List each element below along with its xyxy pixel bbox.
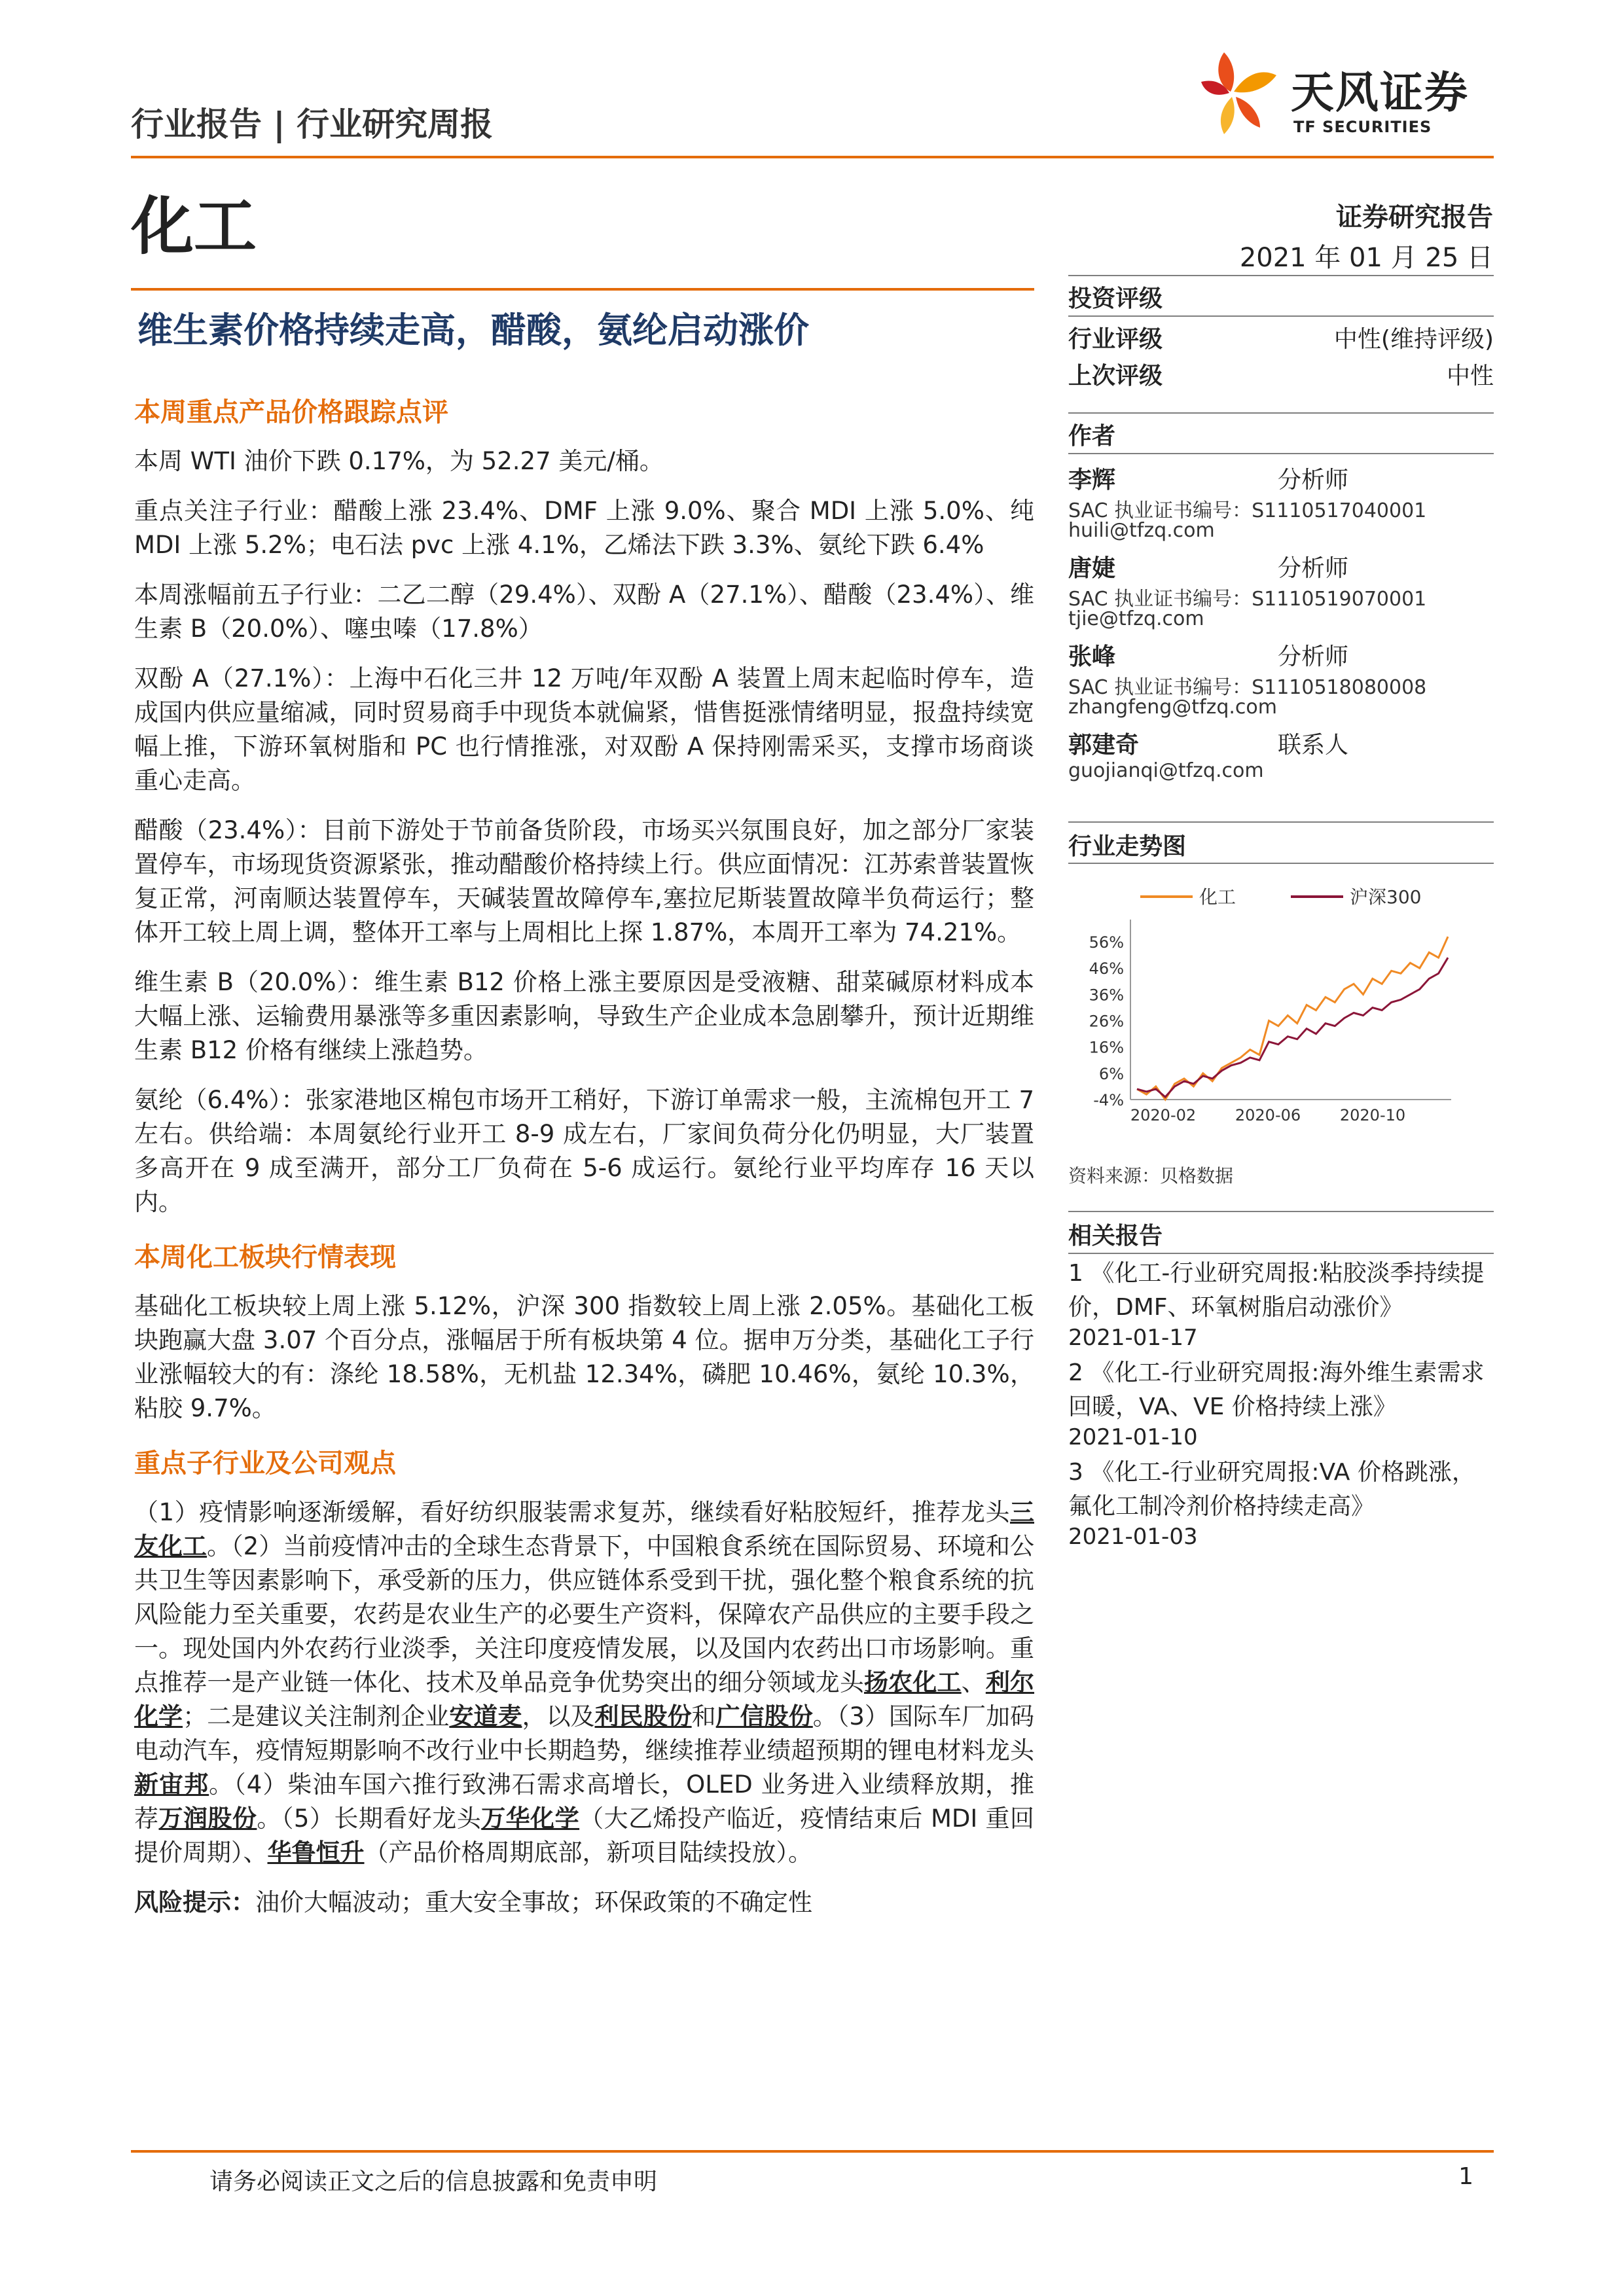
company-wanhua: 万华化学 (481, 1804, 580, 1833)
author-sac: SAC 执业证书编号：S1110517040001 (1068, 499, 1427, 522)
author-item (1068, 461, 1494, 542)
rating-row (1068, 321, 1494, 353)
author-sac: SAC 执业证书编号：S1110519070001 (1068, 588, 1427, 611)
author-item (1068, 726, 1494, 792)
series-line (1137, 958, 1448, 1097)
para-spandex: 氨纶（6.4%）：张家港地区棉包市场开工稍好，下游订单需求一般，主流棉包开工 7 左右。供给端：本周氨纶行业开工 8-9 成左右，厂家间负荷分化仍明显，大厂装置多高开在 9 成至满开，部分工厂负荷在 5-6 成运行。氨纶行业平均库存 16 天以内。 (134, 1086, 1034, 1216)
report-title: 维生素价格持续走高，醋酸，氨纶启动涨价 (137, 310, 809, 351)
related-divider (1068, 1253, 1494, 1254)
company-hualu: 华鲁恒升 (267, 1839, 365, 1867)
chart-y-axis (1089, 920, 1130, 1109)
company-yangnong: 扬农化工 (864, 1668, 962, 1696)
y-tick-label: -4% (1093, 1091, 1124, 1109)
rating-divider (1068, 315, 1494, 317)
author-title: 联系人 (1278, 732, 1349, 759)
authors-divider-top (1068, 412, 1494, 414)
author-email[interactable]: guojianqi@tfzq.com (1068, 759, 1264, 782)
author-sac: SAC 执业证书编号：S1110518080008 (1068, 676, 1427, 699)
rating-label: 行业评级 (1068, 326, 1163, 353)
industry-name: 化工 (131, 190, 257, 263)
related-report-item[interactable]: 2 《化工-行业研究周报:海外维生素需求回暖，VA、VE 价格持续上涨》 (1068, 1359, 1485, 1420)
sidebar-divider (1068, 275, 1494, 276)
y-tick-label: 26% (1089, 1012, 1124, 1031)
author-email[interactable]: tjie@tfzq.com (1068, 607, 1204, 630)
rating-value: 中性(维持评级) (1333, 326, 1494, 353)
company-adama: 安道麦 (449, 1702, 522, 1731)
legend-label: 沪深300 (1350, 886, 1422, 908)
company-sanyou: 三友化工 (134, 1498, 1034, 1560)
chart-divider-top (1068, 821, 1494, 823)
page-number: 1 (1458, 2163, 1473, 2190)
para-oil-price: 本周 WTI 油价下跌 0.17%，为 52.27 美元/桶。 (134, 447, 664, 475)
footer-divider (131, 2150, 1494, 2153)
author-item (1068, 638, 1494, 719)
para-bisphenol-a: 双酚 A（27.1%）：上海中石化三井 12 万吨/年双酚 A 装置上周末起临时停车，造成国内供应量缩减，同时贸易商手中现货本就偏紧，惜售挺涨情绪明显，报盘持续宽幅上推，下游环氧树脂和 PC 也行情推涨，对双酚 A 保持刚需采买，支撑市场商谈重心走高。 (134, 664, 1034, 795)
logo-text-en: TF SECURITIES (1293, 118, 1432, 136)
chart-divider (1068, 863, 1494, 864)
para-sub-industries: 重点关注子行业：醋酸上涨 23.4%、DMF 上涨 9.0%、聚合 MDI 上涨 5.0%、纯 MDI 上涨 5.2%；电石法 pvc 上涨 4.1%，乙烯法下跌 3.3%、氨纶下跌 6.4% (134, 497, 1034, 559)
risk-label: 风险提示： (134, 1888, 255, 1916)
para-acetic-acid: 醋酸（23.4%）：目前下游处于节前备货阶段，市场买兴氛围良好，加之部分厂家装置停车，市场现货资源紧张，推动醋酸价格持续上行。供应面情况：江苏索普装置恢复正常，河南顺达装置停车，天碱装置故障停车,塞拉尼斯装置故障半负荷运行；整体开工较上周上调，整体开工率与上周相比上探 1.87%，本周开工率为 74.21%。 (134, 816, 1034, 946)
related-title: 相关报告 (1068, 1223, 1163, 1249)
author-name: 郭建奇 (1068, 732, 1140, 759)
para-top-five: 本周涨幅前五子行业：二乙二醇（29.4%）、双酚 A（27.1%）、醋酸（23.4%）、维生素 B（20.0%）、噻虫嗪（17.8%） (134, 581, 1034, 643)
x-tick-label: 2020-02 (1130, 1106, 1197, 1124)
authors-title: 作者 (1068, 423, 1116, 450)
series-line (1137, 937, 1448, 1100)
x-tick-label: 2020-06 (1235, 1106, 1301, 1124)
chart-title: 行业走势图 (1068, 833, 1187, 860)
y-tick-label: 16% (1089, 1038, 1124, 1057)
author-name: 唐婕 (1068, 555, 1116, 582)
chart-source: 资料来源：贝格数据 (1068, 1165, 1234, 1187)
chart-legend (1140, 886, 1421, 908)
author-email[interactable]: huili@tfzq.com (1068, 519, 1215, 542)
main-content (134, 391, 1034, 1920)
y-tick-label: 6% (1098, 1064, 1124, 1083)
related-report-date: 2021-01-10 (1068, 1424, 1198, 1450)
report-type: 证券研究报告 (1336, 202, 1493, 232)
section-title-views: 重点子行业及公司观点 (134, 1448, 396, 1479)
company-limin: 利民股份 (594, 1702, 692, 1731)
x-tick-label: 2020-10 (1339, 1106, 1406, 1124)
author-email[interactable]: zhangfeng@tfzq.com (1068, 696, 1277, 719)
para-vitamin-b: 维生素 B（20.0%）：维生素 B12 价格上涨主要原因是受液糖、甜菜碱原材料成本大幅上涨、运输费用暴涨等多重因素影响，导致生产企业成本急剧攀升，预计近期维生素 B12 价格有继续上涨趋势。 (134, 968, 1034, 1064)
company-capchem: 新宙邦 (134, 1770, 209, 1799)
authors-divider (1068, 453, 1494, 454)
prev-rating-label: 上次评级 (1068, 363, 1163, 389)
y-tick-label: 56% (1089, 933, 1124, 952)
chart-lines (1137, 937, 1448, 1100)
author-name: 张峰 (1068, 643, 1116, 670)
chart-x-axis (1130, 1100, 1451, 1124)
header-divider (131, 156, 1494, 158)
company-valiant: 万润股份 (158, 1804, 257, 1833)
related-list (1068, 1257, 1494, 1550)
author-title: 分析师 (1278, 467, 1349, 493)
author-title: 分析师 (1278, 643, 1349, 670)
para-risk: 风险提示：油价大幅波动；重大安全事故；环保政策的不确定性 (134, 1888, 812, 1916)
related-report-item[interactable]: 1 《化工-行业研究周报:粘胶淡季持续提价，DMF、环氧树脂启动涨价》 (1068, 1260, 1485, 1321)
related-report-date: 2021-01-03 (1068, 1524, 1198, 1550)
trend-chart (1068, 867, 1494, 1142)
logo-flower-icon (1198, 46, 1283, 137)
author-name: 李辉 (1068, 467, 1116, 493)
para-company-views: （1）疫情影响逐渐缓解，看好纺织服装需求复苏，继续看好粘胶短纤，推荐龙头三友化工。（2）当前疫情冲击的全球生态背景下，中国粮食系统在国际贸易、环境和公共卫生等因素影响下，承受新的压力，供应链体系受到干扰，强化整个粮食系统的抗风险能力至关重要，农药是农业生产的必要生产资料，保障农产品供应的主要手段之一。现处国内外农药行业淡季，关注印度疫情发展，以及国内农药出口市场影响。重点推荐一是产业链一体化、技术及单品竞争优势突出的细分领域龙头扬农化工、利尔化学；二是建议关注制剂企业安道麦，以及利民股份和广信股份。（3）国际车厂加码电动汽车，疫情短期影响不改行业中长期趋势，继续推荐业绩超预期的锂电材料龙头新宙邦。（4）柴油车国六推行致沸石需求高增长，OLED 业务进入业绩释放期，推荐万润股份。（5）长期看好龙头万华化学（大乙烯投产临近，疫情结束后 MDI 重回提价周期）、华鲁恒升（产品价格周期底部，新项目陆续投放）。 (134, 1498, 1035, 1867)
report-date: 2021 年 01 月 25 日 (1239, 243, 1493, 273)
related-report-item[interactable]: 3 《化工-行业研究周报:VA 价格跳涨，氟化工制冷剂价格持续走高》 (1068, 1459, 1475, 1520)
footer-disclaimer: 请务必阅读正文之后的信息披露和免责申明 (209, 2168, 658, 2195)
related-divider-top (1068, 1211, 1494, 1212)
company-guangxin: 广信股份 (715, 1702, 813, 1731)
sidebar (1068, 275, 1494, 1964)
related-report-date: 2021-01-17 (1068, 1325, 1198, 1351)
section-title-price-tracking: 本周重点产品价格跟踪点评 (134, 397, 448, 427)
report-category: 行业报告 | 行业研究周报 (131, 105, 494, 143)
y-tick-label: 36% (1089, 986, 1124, 1005)
prev-rating-value: 中性 (1446, 363, 1494, 389)
y-tick-label: 46% (1089, 960, 1124, 978)
para-market-performance: 基础化工板块较上周上涨 5.12%，沪深 300 指数较上周上涨 2.05%。基础化工板块跑赢大盘 3.07 个百分点，涨幅居于所有板块第 4 位。据申万分类，基础化工子行业涨幅较大的有：涤纶 18.58%，无机盐 12.34%，磷肥 10.46%，氨纶 10.3%，粘胶 9.7%。 (134, 1292, 1034, 1422)
logo-text-cn: 天风证券 (1291, 67, 1469, 118)
author-title: 分析师 (1278, 555, 1349, 582)
legend-label: 化工 (1199, 886, 1236, 908)
company-logo (1198, 46, 1499, 144)
author-item (1068, 550, 1494, 630)
title-divider (131, 288, 1034, 291)
prev-rating-row (1068, 357, 1494, 390)
company-lier: 利尔化学 (134, 1668, 1035, 1731)
section-title-market: 本周化工板块行情表现 (134, 1242, 396, 1272)
rating-title: 投资评级 (1068, 285, 1163, 312)
